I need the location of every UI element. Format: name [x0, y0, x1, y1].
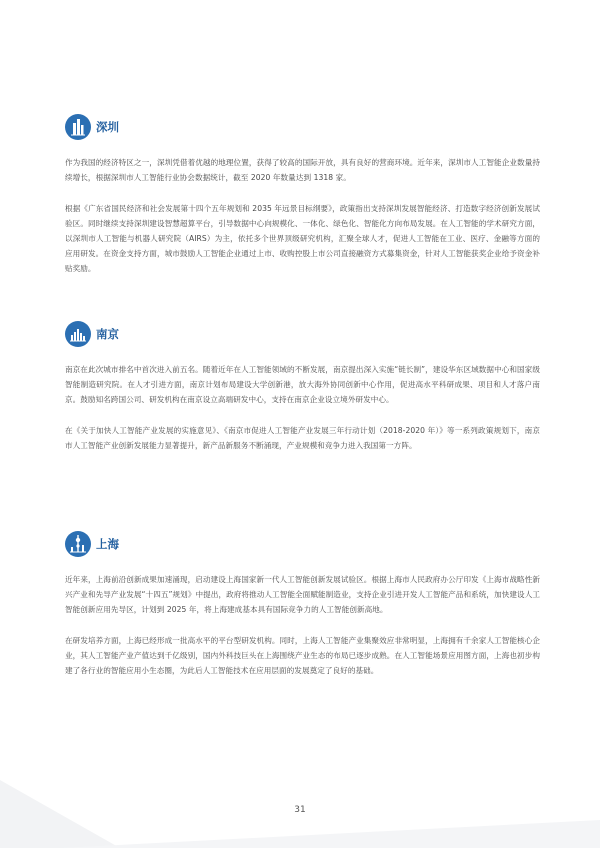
city-title: 深圳 [96, 120, 119, 134]
paragraph: 在研发培养方面，上海已经形成一批高水平的平台型研发机构。同时，上海人工智能产业集聚效应非常明显，上海拥有千余家人工智能核心企业，其人工智能产业产值达到千亿级别，国内外科技巨头在上海围绕产业生态的布局已逐步成熟。在人工智能场景应用图方面，上海也初步构建了各行业的智能应用小生态圈，为此后人工智能技术在应用层面的发展奠定了良好的基础。 [65, 636, 540, 675]
section-nanjing [65, 320, 540, 453]
section-shanghai [65, 530, 540, 678]
city-title: 南京 [96, 327, 119, 341]
skyscraper-icon [65, 114, 91, 140]
paragraph: 南京在此次城市排名中首次进入前五名。随着近年在人工智能领域的不断发展，南京提出深入实施“链长制”，建设华东区域数据中心和国家级智能制造研究院。在人才引进方面，南京计划布局建设大学创新港，放大海外协同创新中心作用，促进高水平科研成果、项目和人才落户南京。鼓励知名跨国公司、研发机构在南京设立高端研发中心，支持在南京企业设立境外研发中心。 [65, 365, 540, 404]
paragraph: 作为我国的经济特区之一，深圳凭借着优越的地理位置，获得了较高的国际开放，具有良好的营商环境。近年来，深圳市人工智能企业数量持续增长，根据深圳市人工智能行业协会数据统计，截至 2020 年数量达到 1318 家。 [65, 158, 540, 182]
city-skyline-icon [65, 321, 91, 347]
section-heading [65, 113, 540, 141]
section-heading [65, 320, 540, 348]
paragraph: 近年来，上海前沿创新成果加速涌现，启动建设上海国家新一代人工智能创新发展试验区。根据上海市人民政府办公厅印发《上海市战略性新兴产业和先导产业发展“十四五”规划》中提出，政府将推动人工智能全面赋能制造业，支持企业引进开发人工智能产品和系统，加快建设人工智能创新应用先导区，计划到 2025 年，将上海建成基本具有国际竞争力的人工智能创新高地。 [65, 575, 540, 614]
section-heading [65, 530, 540, 558]
tv-tower-icon [65, 531, 91, 557]
paragraph: 在《关于加快人工智能产业发展的实施意见》、《南京市促进人工智能产业发展三年行动计划（2018-2020 年）》等一系列政策规划下，南京市人工智能产业创新发展能力显著提升，新产品新服务不断涌现，产业规模和竞争力进入我国第一方阵。 [65, 426, 540, 450]
city-title: 上海 [96, 537, 119, 551]
section-shenzhen [65, 113, 540, 276]
page-number: 31 [294, 805, 306, 815]
paragraph: 根据《广东省国民经济和社会发展第十四个五年规划和 2035 年远景目标纲要》，政策指出支持深圳发展智能经济、打造数字经济创新发展试验区。同时继续支持深圳建设智慧超算平台，引导数据中心向规模化、一体化、绿色化、智能化方向布局发展。在人工智能的学术研究方面，以深圳市人工智能与机器人研究院（AIRS）为主，依托多个世界顶级研究机构，汇聚全球人才，促进人工智能在工业、医疗、金融等方面的应用研发。在资金支持方面，城市鼓励人工智能企业通过上市、收购控股上市公司直接融资方式募集资金，针对人工智能获奖企业给予资金补贴奖励。 [65, 204, 540, 273]
